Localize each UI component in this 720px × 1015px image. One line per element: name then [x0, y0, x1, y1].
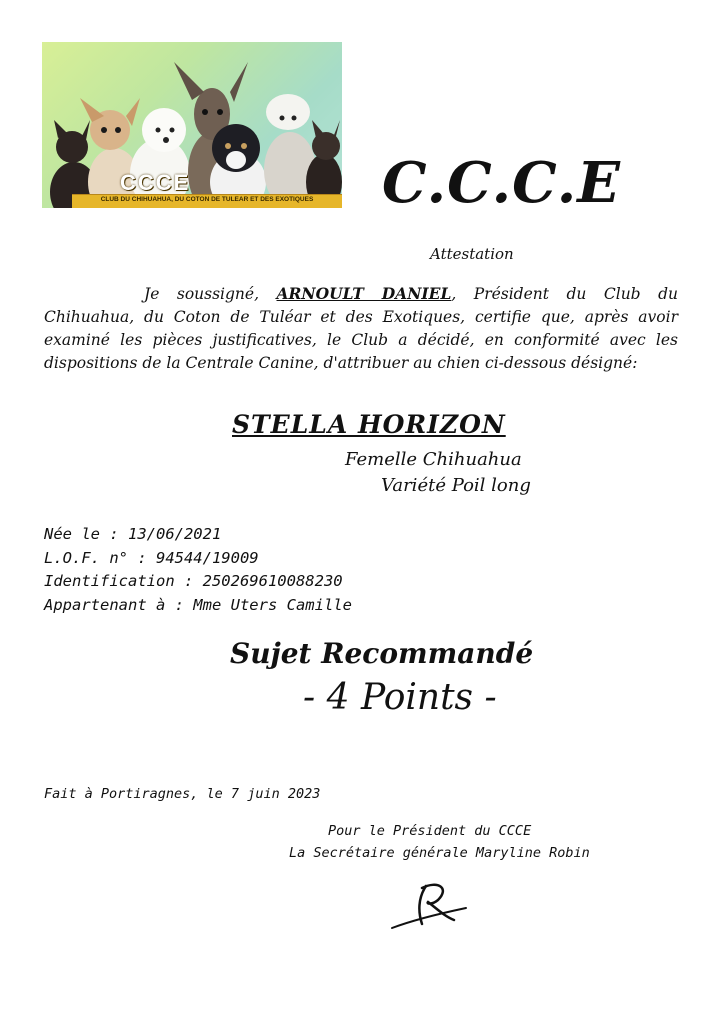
signatory-line-1: Pour le Président du CCCE: [328, 823, 532, 839]
document-title: C.C.C.E: [382, 150, 621, 216]
place-date: Fait à Portiragnes, le 7 juin 2023: [44, 786, 321, 802]
dog-name: STELLA HORIZON: [232, 410, 506, 439]
dog-details: [44, 523, 352, 617]
lof-number: L.O.F. n° : 94544/19009: [44, 548, 259, 567]
paragraph-body: , Président du Club du Chihuahua, du Coton de Tuléar et des Exotiques, certifie que, après avoir examiné les pièces justificatives, le Club a décidé, en conformité avec les dispositions de la Centrale Canine, d'attribuer au chien ci-dessous désigné:: [44, 285, 678, 372]
logo-acronym: CCCE: [120, 170, 191, 195]
dog-variety: Variété Poil long: [381, 475, 531, 496]
birth-date: Née le : 13/06/2021: [44, 525, 222, 543]
certification-paragraph: [44, 282, 678, 375]
dog-breed: Femelle Chihuahua: [345, 449, 522, 470]
club-logo: [42, 42, 342, 208]
result-points: - 4 Points -: [303, 677, 497, 718]
attestation-label: Attestation: [430, 245, 514, 263]
handwritten-signature: [388, 878, 478, 938]
president-name: ARNOULT DANIEL: [276, 284, 452, 303]
paragraph-prefix: Je soussigné,: [144, 285, 260, 303]
identification-number: Identification : 250269610088230: [44, 572, 343, 590]
logo-subtitle: CLUB DU CHIHUAHUA, DU COTON DE TULEAR ET DES EXOTIQUES: [100, 196, 314, 203]
owner: Appartenant à : Mme Uters Camille: [44, 595, 352, 614]
result-label: Sujet Recommandé: [230, 637, 534, 670]
signatory-line-2: La Secrétaire générale Maryline Robin: [289, 845, 590, 861]
